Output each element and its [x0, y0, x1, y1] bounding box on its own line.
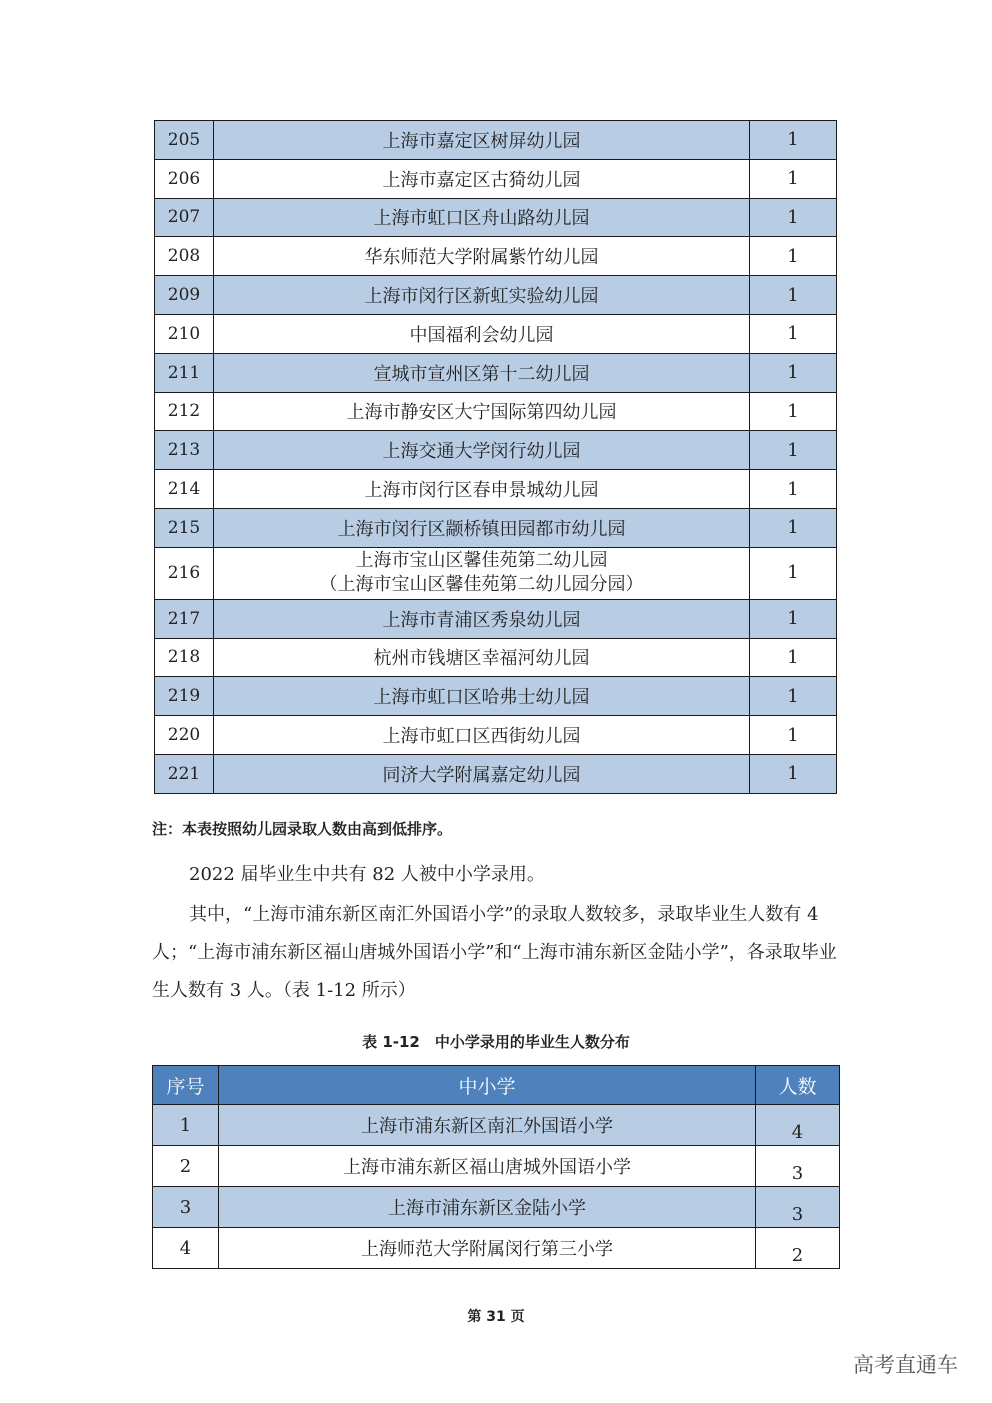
row-name: 上海市闵行区春申景城幼儿园	[214, 470, 750, 509]
row-count: 1	[750, 470, 837, 509]
header-count: 人数	[756, 1066, 840, 1105]
row-number: 217	[155, 599, 214, 638]
row-count: 1	[750, 276, 837, 315]
row-count: 2	[756, 1228, 840, 1269]
row-number: 211	[155, 353, 214, 392]
row-count: 1	[750, 547, 837, 599]
table-row	[155, 237, 837, 276]
row-count: 1	[750, 431, 837, 470]
row-number: 206	[155, 159, 214, 198]
row-number: 216	[155, 547, 214, 599]
row-count: 1	[750, 237, 837, 276]
table-row	[155, 353, 837, 392]
row-count: 1	[750, 392, 837, 431]
row-number: 207	[155, 198, 214, 237]
table-row	[155, 276, 837, 315]
table-row	[155, 470, 837, 509]
row-number: 218	[155, 638, 214, 677]
table-row	[155, 638, 837, 677]
row-number: 3	[153, 1187, 219, 1228]
row-number: 219	[155, 677, 214, 716]
row-number: 210	[155, 314, 214, 353]
row-number: 215	[155, 508, 214, 547]
table-header-row	[153, 1066, 840, 1105]
table-row	[153, 1228, 840, 1269]
table-caption: 表 1-12 中小学录用的毕业生人数分布	[362, 1033, 630, 1051]
row-number: 205	[155, 121, 214, 160]
row-name: 上海市浦东新区金陆小学	[219, 1187, 756, 1228]
row-name: 中国福利会幼儿园	[214, 314, 750, 353]
row-name: 上海市嘉定区古猗幼儿园	[214, 159, 750, 198]
row-number: 1	[153, 1105, 219, 1146]
row-name: 上海师范大学附属闵行第三小学	[219, 1228, 756, 1269]
row-count: 4	[756, 1105, 840, 1146]
row-name: 上海市虹口区舟山路幼儿园	[214, 198, 750, 237]
table-row	[155, 198, 837, 237]
row-count: 1	[750, 638, 837, 677]
row-name: 上海市虹口区西街幼儿园	[214, 716, 750, 755]
table-row	[155, 392, 837, 431]
row-count: 3	[756, 1187, 840, 1228]
row-number: 213	[155, 431, 214, 470]
row-number: 220	[155, 716, 214, 755]
paragraph-summary: 2022 届毕业生中共有 82 人被中小学录用。	[189, 864, 545, 885]
row-name: 华东师范大学附属紫竹幼儿园	[214, 237, 750, 276]
row-count: 1	[750, 599, 837, 638]
table-row	[153, 1146, 840, 1187]
row-number: 209	[155, 276, 214, 315]
table-row	[153, 1105, 840, 1146]
watermark: 高考直通车	[853, 1353, 958, 1377]
row-number: 2	[153, 1146, 219, 1187]
row-count: 1	[750, 677, 837, 716]
row-count: 1	[750, 121, 837, 160]
row-name: 上海市静安区大宁国际第四幼儿园	[214, 392, 750, 431]
row-number: 212	[155, 392, 214, 431]
row-count: 1	[750, 353, 837, 392]
row-number: 208	[155, 237, 214, 276]
row-name: 上海市虹口区哈弗士幼儿园	[214, 677, 750, 716]
school-table	[152, 1065, 840, 1269]
paragraph-detail: 其中，“上海市浦东新区南汇外国语小学”的录取人数较多，录取毕业生人数有 4 人；“上海市浦东新区福山唐城外国语小学”和“上海市浦东新区金陆小学”，各录取毕业生人数有 3 人。（表 1-12 所示）	[152, 904, 837, 1001]
table-row	[155, 547, 837, 599]
row-name: 上海市浦东新区南汇外国语小学	[219, 1105, 756, 1146]
row-count: 1	[750, 159, 837, 198]
row-count: 1	[750, 314, 837, 353]
table-row	[153, 1187, 840, 1228]
row-name: 杭州市钱塘区幸福河幼儿园	[214, 638, 750, 677]
row-count: 1	[750, 508, 837, 547]
table-row	[155, 754, 837, 793]
row-number: 4	[153, 1228, 219, 1269]
row-name: 上海市浦东新区福山唐城外国语小学	[219, 1146, 756, 1187]
page-number: 第 31 页	[467, 1309, 525, 1325]
row-name	[214, 547, 750, 599]
kindergarten-table	[154, 120, 837, 794]
table-row	[155, 314, 837, 353]
table-row	[155, 508, 837, 547]
row-name: 上海市闵行区新虹实验幼儿园	[214, 276, 750, 315]
row-name: 宣城市宣州区第十二幼儿园	[214, 353, 750, 392]
row-number: 214	[155, 470, 214, 509]
header-no: 序号	[153, 1066, 219, 1105]
table-row	[155, 677, 837, 716]
row-name: 上海市嘉定区树屏幼儿园	[214, 121, 750, 160]
header-school: 中小学	[219, 1066, 756, 1105]
table-row	[155, 431, 837, 470]
row-name: 上海交通大学闵行幼儿园	[214, 431, 750, 470]
row-count: 1	[750, 716, 837, 755]
row-name: 上海市青浦区秀泉幼儿园	[214, 599, 750, 638]
row-count: 1	[750, 754, 837, 793]
row-name-line1: 上海市宝山区馨佳苑第二幼儿园	[355, 550, 608, 572]
row-count: 3	[756, 1146, 840, 1187]
table-row	[155, 159, 837, 198]
row-name: 同济大学附属嘉定幼儿园	[214, 754, 750, 793]
row-name-line2: （上海市宝山区馨佳苑第二幼儿园分园）	[319, 574, 644, 596]
table-row	[155, 716, 837, 755]
row-name: 上海市闵行区颛桥镇田园都市幼儿园	[214, 508, 750, 547]
row-count: 1	[750, 198, 837, 237]
row-number: 221	[155, 754, 214, 793]
table-row	[155, 599, 837, 638]
table-note: 注：本表按照幼儿园录取人数由高到低排序。	[152, 820, 453, 838]
table-row	[155, 121, 837, 160]
